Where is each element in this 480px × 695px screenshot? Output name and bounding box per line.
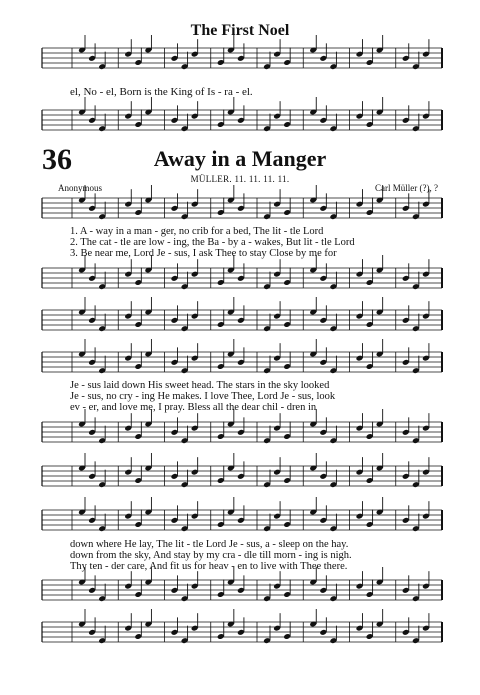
hymn-number: 36 <box>42 143 72 176</box>
tune-name: MÜLLER. 11. 11. 11. 11. <box>190 174 290 184</box>
verse-line: down where He lay, The lit - tle Lord Je - sus, a - sleep on the hay. <box>70 539 349 550</box>
verse-line: 3. Be near me, Lord Je - sus, I ask Thee to stay Close by me for <box>70 248 337 259</box>
verse-line: down from the sky, And stay by my cra - dle till morn - ing is nigh. <box>70 550 352 561</box>
verse-line: ev - er, and love me, I pray. Bless all the dear chil - dren in <box>70 402 317 413</box>
verse-line: 1. A - way in a man - ger, no crib for a bed, The lit - tle Lord <box>70 226 324 237</box>
verse-line: 2. The cat - tle are low - ing, the Ba - by a - wakes, But lit - tle Lord <box>70 237 355 248</box>
lyricist: Anonymous <box>58 183 103 193</box>
hymn-title: Away in a Manger <box>153 146 327 171</box>
composer: Carl Müller (?), ? <box>375 183 438 193</box>
verse-line: Thy ten - der care, And fit us for heav - en to live with Thee there. <box>70 561 348 572</box>
verse-line: Je - sus laid down His sweet head. The stars in the sky looked <box>70 380 330 391</box>
verse-line: Je - sus, no cry - ing He makes. I love Thee, Lord Je - sus, look <box>70 391 336 402</box>
previous-hymn-title: The First Noel <box>190 22 290 39</box>
previous-hymn-lyrics: el, No - el, Born is the King of Is - ra - el. <box>70 86 253 98</box>
